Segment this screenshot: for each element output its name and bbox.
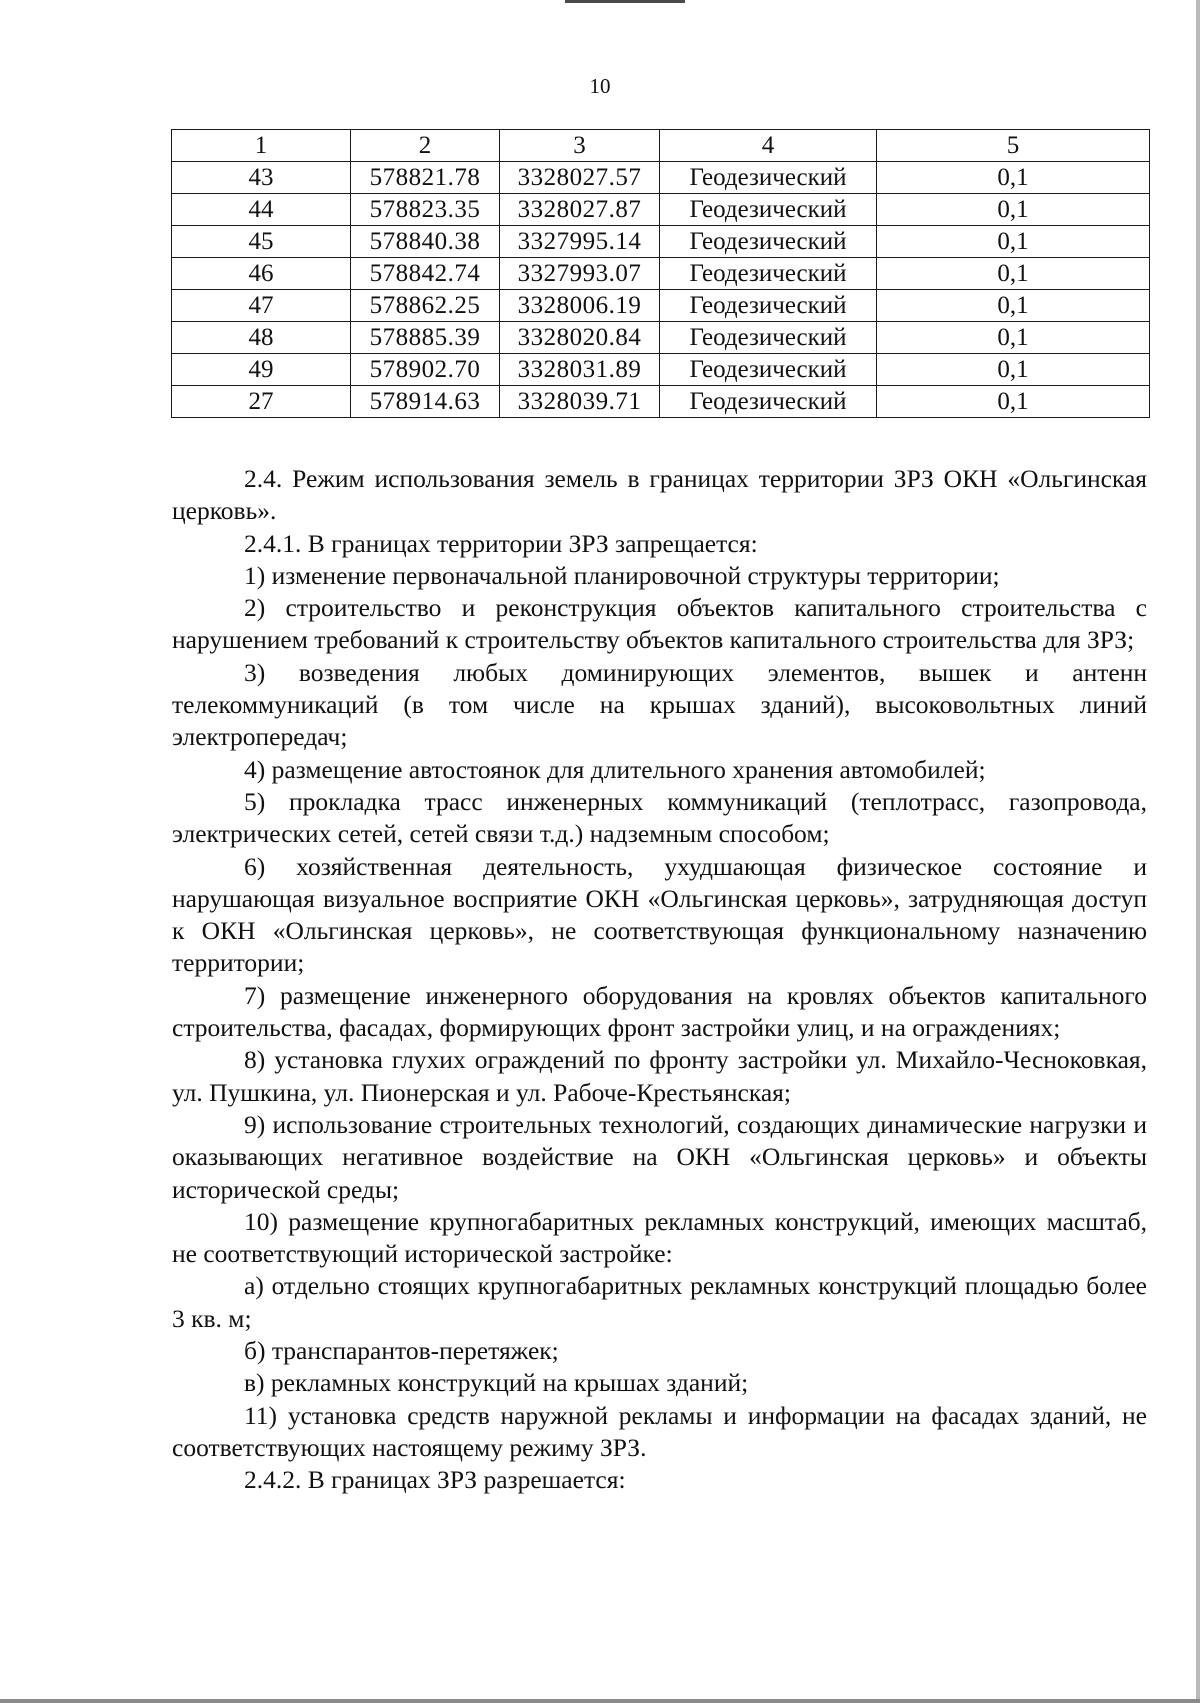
- x-coordinate-cell: 578885.39: [351, 322, 500, 354]
- page-number: 10: [589, 74, 611, 98]
- sub-list-item: а) отдельно стоящих крупногабаритных рекламных конструкций площадью более 3 кв. м;: [172, 1271, 1147, 1333]
- table-header-row: [172, 130, 1150, 162]
- list-item: 1) изменение первоначальной планировочной структуры территории;: [244, 560, 1000, 590]
- table-header-cell: 2: [351, 130, 500, 162]
- point-number-cell: 44: [172, 194, 351, 226]
- table-header-cell: 3: [500, 130, 660, 162]
- method-cell: Геодезический: [660, 162, 877, 194]
- method-cell: Геодезический: [660, 258, 877, 290]
- accuracy-cell: 0,1: [877, 258, 1150, 290]
- x-coordinate-cell: 578914.63: [351, 386, 500, 418]
- y-coordinate-cell: 3328027.87: [500, 194, 660, 226]
- sub-list-item: б) транспарантов-перетяжек;: [244, 1336, 559, 1366]
- list-item: 8) установка глухих ограждений по фронту застройки ул. Михайло-Чесноковкая, ул. Пушкина, ул. Пионерская и ул. Рабоче-Крестьянская;: [172, 1045, 1147, 1107]
- table-row: [172, 258, 1150, 290]
- list-item: 5) прокладка трасс инженерных коммуникаций (теплотрасс, газопровода, электрических сетей, сетей связи т.д.) надземным способом;: [172, 786, 1147, 849]
- subsection-heading: 2.4.1. В границах территории ЗРЗ запрещается:: [244, 528, 758, 558]
- list-item: 10) размещение крупногабаритных рекламных конструкций, имеющих масштаб, не соответствующий исторической застройке:: [172, 1206, 1147, 1269]
- table-row: [172, 162, 1150, 194]
- x-coordinate-cell: 578842.74: [351, 258, 500, 290]
- coordinates-table: [171, 129, 1150, 418]
- sub-list-item: в) рекламных конструкций на крышах зданий;: [244, 1368, 749, 1398]
- table-row: [172, 322, 1150, 354]
- method-cell: Геодезический: [660, 386, 877, 418]
- page-edge-right: [1196, 0, 1200, 1703]
- point-number-cell: 45: [172, 226, 351, 258]
- point-number-cell: 47: [172, 290, 351, 322]
- table-row: [172, 354, 1150, 386]
- page-edge-bottom: [0, 1699, 1200, 1703]
- method-cell: Геодезический: [660, 194, 877, 226]
- point-number-cell: 46: [172, 258, 351, 290]
- list-item: 11) установка средств наружной рекламы и информации на фасадах зданий, не соответствующих настоящему режиму ЗРЗ.: [172, 1400, 1147, 1462]
- list-item: 4) размещение автостоянок для длительного хранения автомобилей;: [244, 754, 986, 784]
- accuracy-cell: 0,1: [877, 194, 1150, 226]
- table-row: [172, 194, 1150, 226]
- table-row: [172, 386, 1150, 418]
- point-number-cell: 43: [172, 162, 351, 194]
- table-header-cell: 4: [660, 130, 877, 162]
- list-item: 3) возведения любых доминирующих элементов, вышек и антенн телекоммуникаций (в том числе на крышах зданий), высоковольтных линий электропередач;: [172, 657, 1147, 752]
- accuracy-cell: 0,1: [877, 322, 1150, 354]
- subsection-heading: 2.4.2. В границах ЗРЗ разрешается:: [244, 1465, 626, 1495]
- method-cell: Геодезический: [660, 322, 877, 354]
- x-coordinate-cell: 578821.78: [351, 162, 500, 194]
- accuracy-cell: 0,1: [877, 354, 1150, 386]
- accuracy-cell: 0,1: [877, 226, 1150, 258]
- y-coordinate-cell: 3327995.14: [500, 226, 660, 258]
- y-coordinate-cell: 3328039.71: [500, 386, 660, 418]
- scan-artifact: [565, 0, 685, 3]
- accuracy-cell: 0,1: [877, 162, 1150, 194]
- x-coordinate-cell: 578823.35: [351, 194, 500, 226]
- list-item: 7) размещение инженерного оборудования на кровлях объектов капитального строительства, фасадах, формирующих фронт застройки улиц, и на ограждениях;: [172, 980, 1147, 1043]
- table-row: [172, 226, 1150, 258]
- y-coordinate-cell: 3328027.57: [500, 162, 660, 194]
- point-number-cell: 27: [172, 386, 351, 418]
- list-item: 9) использование строительных технологий, создающих динамические нагрузки и оказывающих негативное воздействие на ОКН «Ольгинская церковь» и объекты исторической среды;: [172, 1109, 1147, 1204]
- x-coordinate-cell: 578862.25: [351, 290, 500, 322]
- y-coordinate-cell: 3328031.89: [500, 354, 660, 386]
- list-item: 6) хозяйственная деятельность, ухудшающая физическое состояние и нарушающая визуальное восприятие ОКН «Ольгинская церковь», затрудняющая доступ к ОКН «Ольгинская церковь», не соответствующая функциональному назначению территории;: [172, 851, 1147, 978]
- method-cell: Геодезический: [660, 290, 877, 322]
- table-header-cell: 5: [877, 130, 1150, 162]
- y-coordinate-cell: 3327993.07: [500, 258, 660, 290]
- accuracy-cell: 0,1: [877, 386, 1150, 418]
- y-coordinate-cell: 3328006.19: [500, 290, 660, 322]
- point-number-cell: 48: [172, 322, 351, 354]
- section-heading: 2.4. Режим использования земель в границах территории ЗРЗ ОКН «Ольгинская церковь».: [172, 464, 1147, 526]
- table-header-cell: 1: [172, 130, 351, 162]
- y-coordinate-cell: 3328020.84: [500, 322, 660, 354]
- method-cell: Геодезический: [660, 226, 877, 258]
- accuracy-cell: 0,1: [877, 290, 1150, 322]
- point-number-cell: 49: [172, 354, 351, 386]
- list-item: 2) строительство и реконструкция объектов капитального строительства с нарушением требований к строительству объектов капитального строительства для ЗРЗ;: [172, 593, 1147, 655]
- document-body: [172, 463, 1147, 1497]
- table-row: [172, 290, 1150, 322]
- x-coordinate-cell: 578902.70: [351, 354, 500, 386]
- x-coordinate-cell: 578840.38: [351, 226, 500, 258]
- method-cell: Геодезический: [660, 354, 877, 386]
